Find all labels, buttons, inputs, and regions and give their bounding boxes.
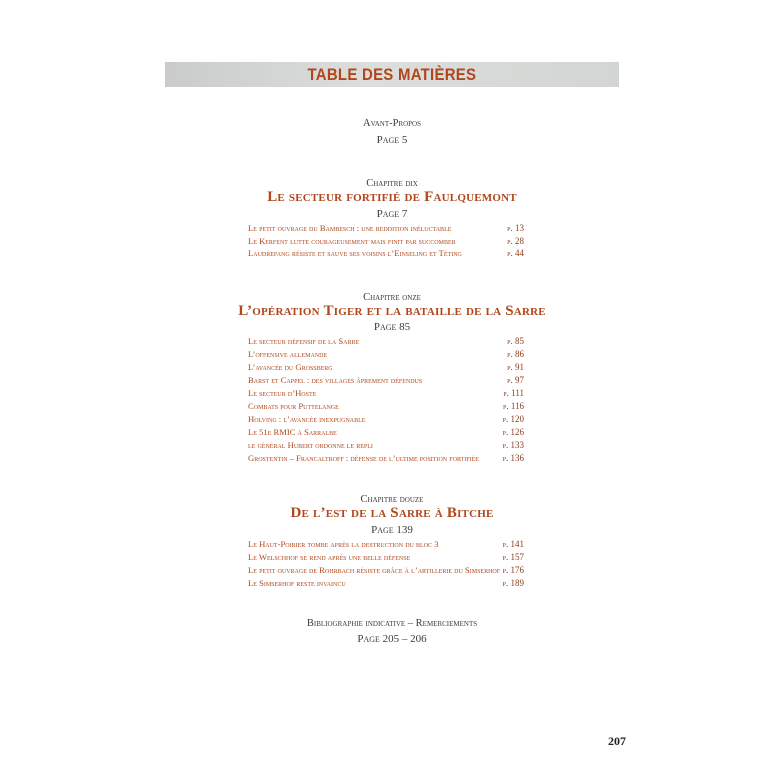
toc-entry[interactable] (248, 401, 524, 413)
toc-entry-page: p. 176 (502, 565, 524, 575)
toc-entry-page: p. 116 (502, 401, 524, 411)
toc-entry-page: p. 97 (507, 375, 524, 385)
chapter-kicker: Chapitre onze (363, 292, 421, 303)
chapter-page: Page 7 (376, 208, 408, 220)
chapter-page: Page 139 (371, 524, 413, 536)
chapter-page: Page 85 (373, 321, 411, 333)
toc-title: TABLE DES MATIÈRES (307, 64, 477, 84)
toc-entry-text: Le secteur d’Hoste (248, 388, 317, 398)
toc-entry-page: p. 28 (507, 236, 524, 246)
chapter-kicker: Chapitre dix (366, 178, 418, 189)
toc-entry-page: p. 44 (507, 248, 524, 258)
toc-entry-text: Le Haut-Poirier tombe après la destruction du bloc 3 (248, 539, 439, 549)
toc-entry-text: L’avancée du Grossberg (248, 362, 333, 372)
toc-entry[interactable] (248, 453, 524, 465)
toc-entry[interactable] (248, 236, 524, 248)
toc-entry-text: Le Kerfent lutte courageusement mais finit par succomber (248, 236, 456, 246)
toc-entry-page: p. 85 (507, 336, 524, 346)
toc-entry[interactable] (248, 223, 524, 235)
bibliography-label: Bibliographie indicative – Remerciements (306, 618, 478, 629)
toc-entry[interactable] (248, 552, 524, 564)
toc-entry-page: p. 91 (507, 362, 524, 372)
toc-entry[interactable] (248, 375, 524, 387)
toc-entry[interactable] (248, 349, 524, 361)
toc-entry-text: Le Welschhof se rend après une belle défense (248, 552, 411, 562)
chapter-kicker: Chapitre douze (360, 494, 424, 505)
toc-entry-page: p. 126 (502, 427, 524, 437)
toc-entry-page: p. 141 (502, 539, 524, 549)
toc-entry-page: p. 111 (503, 388, 524, 398)
toc-entry-page: p. 136 (502, 453, 524, 463)
toc-entry-text: le général Hubert ordonne le repli (248, 440, 373, 450)
toc-entry-text: Le 51e RMIC à Sarralbe (248, 427, 337, 437)
avant-propos-page: Page 5 (376, 134, 408, 146)
toc-entry-text: Le petit ouvrage de Rohrbach résiste grâce à l’artillerie du Simserhof (248, 565, 501, 575)
toc-entry-text: Laudrefang résiste et sauve ses voisins l’Einseling et Téting (248, 248, 462, 258)
avant-propos-label: Avant-Propos (362, 118, 422, 129)
toc-entry[interactable] (248, 362, 524, 374)
toc-entry-text: Combats pour Puttelange (248, 401, 339, 411)
chapter-title: De l’est de la Sarre à Bitche (290, 505, 494, 521)
toc-title-banner (165, 62, 619, 87)
toc-entry-page: p. 133 (502, 440, 524, 450)
toc-entry-text: Holving : l’avancée inexpugnable (248, 414, 366, 424)
toc-entry-page: p. 157 (502, 552, 524, 562)
toc-entry-text: L’offensive allemande (248, 349, 328, 359)
bibliography-page: Page 205 – 206 (357, 633, 427, 645)
toc-entry[interactable] (248, 414, 524, 426)
chapter-title: Le secteur fortifié de Faulquemont (267, 189, 517, 205)
toc-entry-text: Le Simserhof reste invaincu (248, 578, 346, 588)
toc-entry[interactable] (248, 427, 524, 439)
toc-entry[interactable] (248, 539, 524, 551)
toc-entry-text: Le petit ouvrage du Bambesch : une reddition inéluctable (248, 223, 452, 233)
toc-entry[interactable] (248, 248, 524, 260)
toc-entry[interactable] (248, 578, 524, 590)
toc-entry-text: Grostentin – Francaltroff : défense de l’ultime position fortifiée (248, 453, 479, 463)
toc-entry-page: p. 13 (507, 223, 524, 233)
toc-entry-page: p. 120 (502, 414, 524, 424)
page-number: 207 (608, 734, 626, 748)
toc-entry[interactable] (248, 565, 524, 577)
toc-entry[interactable] (248, 388, 524, 400)
toc-entry[interactable] (248, 440, 524, 452)
chapter-title: L’opération Tiger et la bataille de la Sarre (238, 303, 546, 319)
toc-entry-page: p. 189 (502, 578, 524, 588)
toc-entry-page: p. 86 (507, 349, 524, 359)
toc-entry[interactable] (248, 336, 524, 348)
toc-entry-text: Barst et Cappel : des villages âprement défendus (248, 375, 423, 385)
toc-entry-text: Le secteur défensif de la Sarre (248, 336, 360, 346)
